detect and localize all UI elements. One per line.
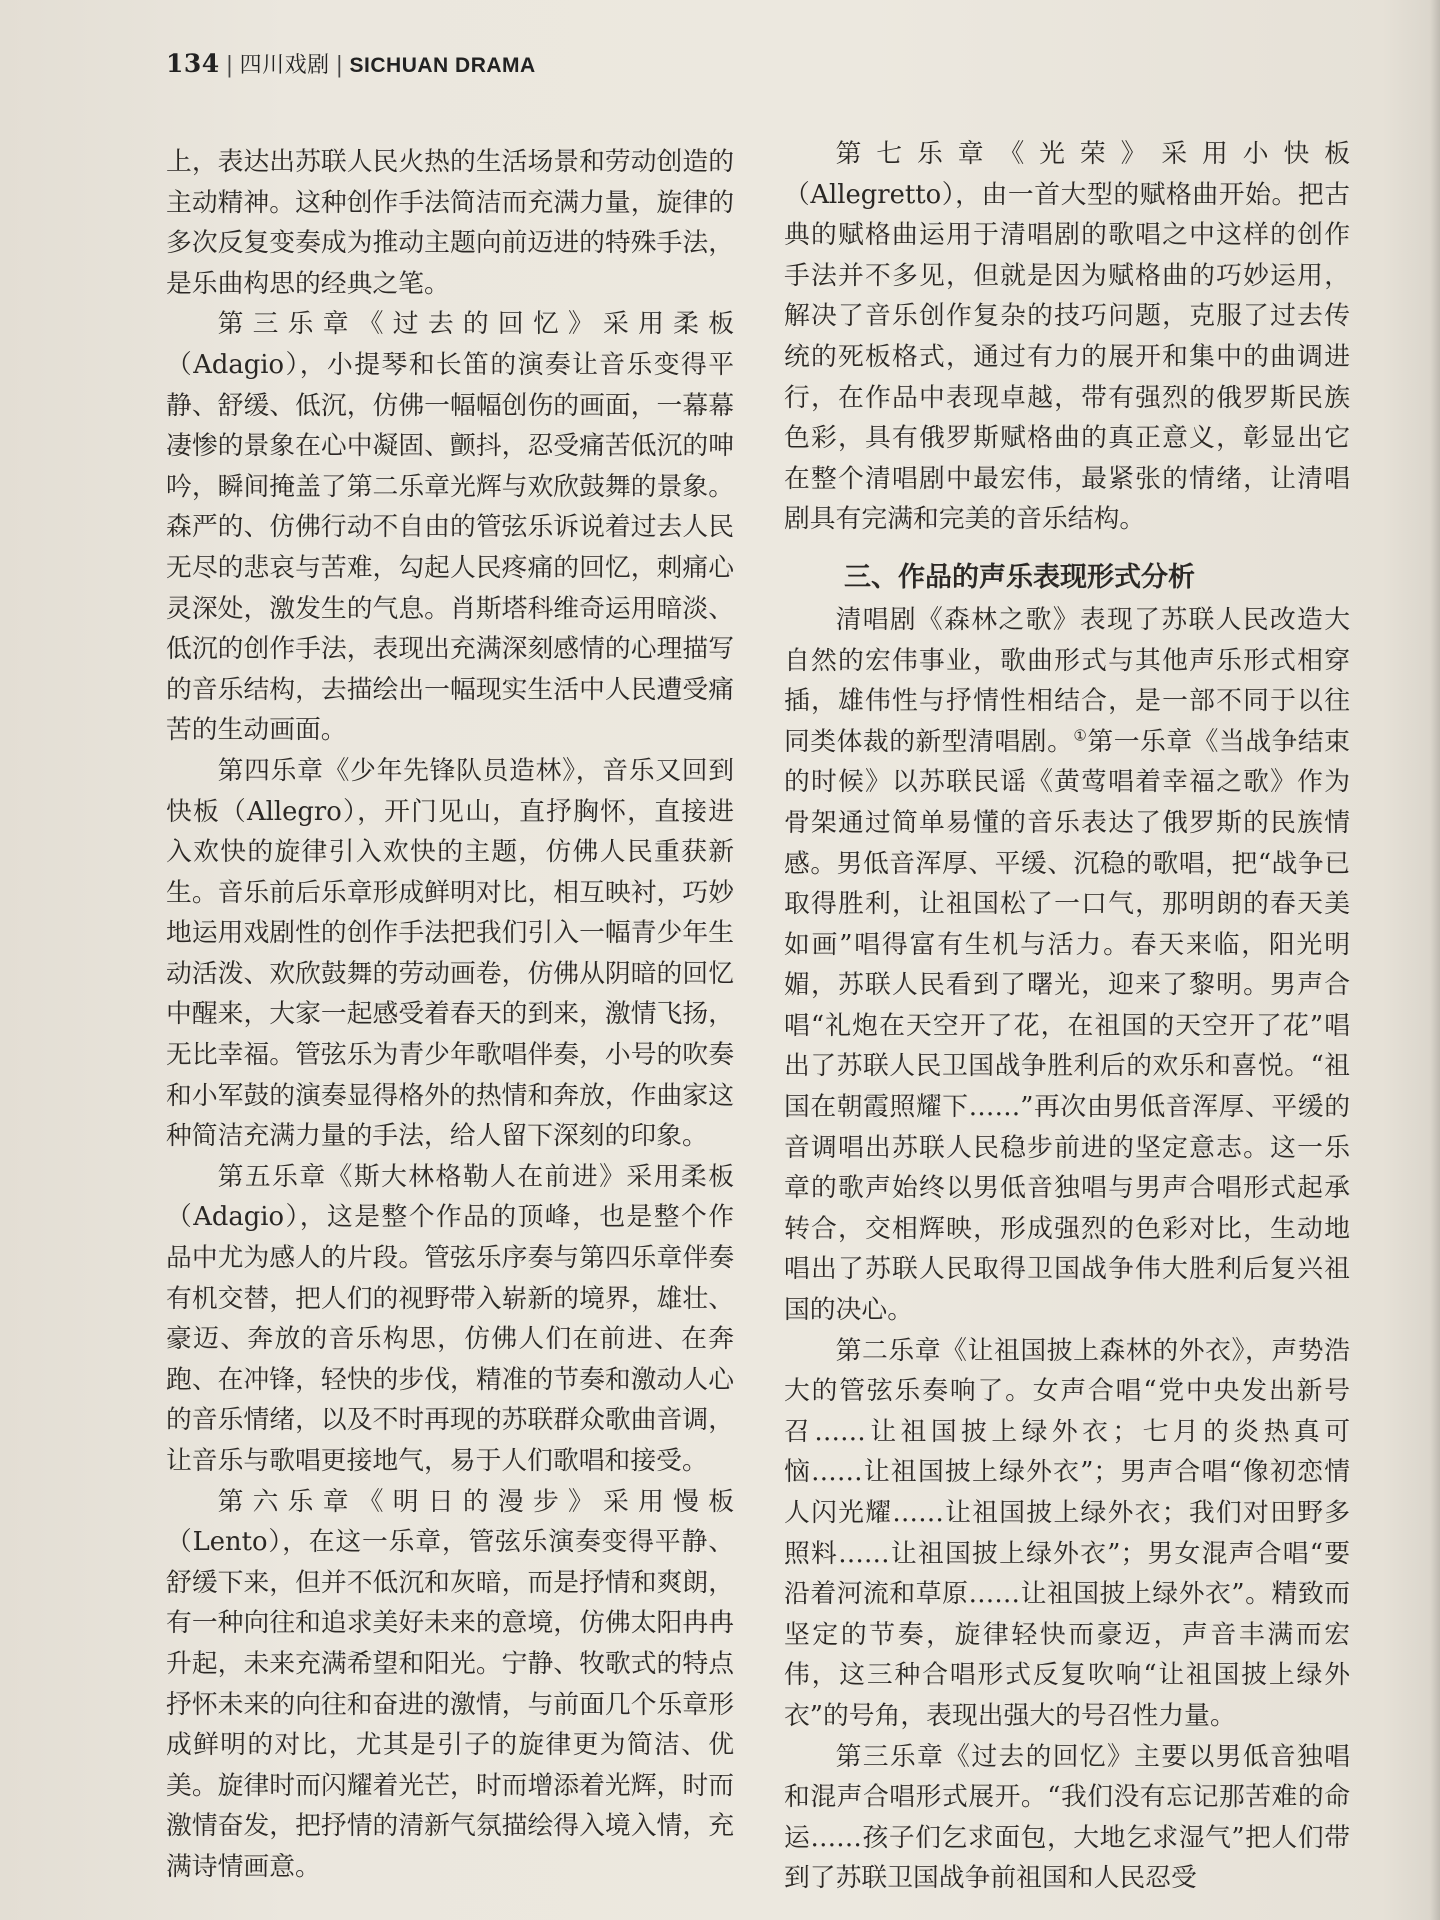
- journal-title-cn: 四川戏剧: [239, 53, 330, 78]
- section-heading: 三、作品的声乐表现形式分析: [844, 561, 1195, 593]
- paragraph: 第二乐章《让祖国披上森林的外衣》，声势浩大的管弦乐奏响了。女声合唱“党中央发出新号召……让祖国披上绿外衣；七月的炎热真可恼……让祖国披上绿外衣”；男声合唱“像初恋情人闪光耀……让祖国披上绿外衣；我们对田野多照料……让祖国披上绿外衣”；男女混声合唱“要沿着河流和草原……让祖国披上绿外衣”。精致而坚定的节奏，旋律轻快而豪迈，声音丰满而宏伟，这三种合唱形式反复吹响“让祖国披上绿外衣”的号角，表现出强大的号召性力量。: [784, 1335, 1350, 1731]
- header-divider: |: [335, 53, 344, 78]
- paragraph-text: 清唱剧《森林之歌》表现了苏联人民改造大自然的宏伟事业，歌曲形式与其他声乐形式相穿插，雄伟性与抒情性相结合，是一部不同于以往同类体裁的新型清唱剧。: [784, 604, 1350, 757]
- footnote-marker[interactable]: ①: [1073, 726, 1088, 745]
- running-header: [166, 48, 536, 82]
- paragraph-text: 第一乐章《当战争结束的时候》以苏联民谣《黄莺唱着幸福之歌》作为骨架通过简单易懂的音乐表达了俄罗斯的民族情感。男低音浑厚、平缓、沉稳的歌唱，把“战争已取得胜利，让祖国松了一口气，那明朗的春天美如画”唱得富有生机与活力。春天来临，阳光明媚，苏联人民看到了曙光，迎来了黎明。男声合唱“礼炮在天空开了花，在祖国的天空开了花”唱出了苏联人民卫国战争胜利后的欢乐和喜悦。“祖国在朝霞照耀下……”再次由男低音浑厚、平缓的音调唱出苏联人民稳步前进的坚定意志。这一乐章的歌声始终以男低音独唱与男声合唱形式起承转合，交相辉映，形成强烈的色彩对比，生动地唱出了苏联人民取得卫国战争伟大胜利后复兴祖国的决心。: [784, 726, 1350, 1326]
- page-edge-shadow: [1430, 0, 1440, 1920]
- page-number: 134: [166, 49, 220, 78]
- header-divider: |: [225, 53, 234, 78]
- paragraph: 第三乐章《过去的回忆》主要以男低音独唱和混声合唱形式展开。“我们没有忘记那苦难的命运……孩子们乞求面包，大地乞求湿气”把人们带到了苏联卫国战争前祖国和人民忍受: [784, 1741, 1350, 1894]
- right-column: [784, 134, 1350, 1899]
- paragraph: 第五乐章《斯大林格勒人在前进》采用柔板（Adagio），这是整个作品的顶峰，也是整个作品中尤为感人的片段。管弦乐序奏与第四乐章伴奏有机交替，把人们的视野带入崭新的境界，雄壮、豪迈、奔放的音乐构思，仿佛人们在前进、在奔跑、在冲锋，轻快的步伐，精准的节奏和激动人心的音乐情绪，以及不时再现的苏联群众歌曲音调，让音乐与歌唱更接地气，易于人们歌唱和接受。: [166, 1161, 734, 1476]
- left-column: [166, 142, 734, 1888]
- paragraph: 第六乐章《明日的漫步》采用慢板（Lento），在这一乐章，管弦乐演奏变得平静、舒缓下来，但并不低沉和灰暗，而是抒情和爽朗，有一种向往和追求美好未来的意境，仿佛太阳冉冉升起，未来充满希望和阳光。宁静、牧歌式的特点抒怀未来的向往和奋进的激情，与前面几个乐章形成鲜明的对比，尤其是引子的旋律更为简洁、优美。旋律时而闪耀着光芒，时而增添着光辉，时而激情奋发，把抒情的清新气氛描绘得入境入情，充满诗情画意。: [166, 1486, 734, 1882]
- paragraph: 第四乐章《少年先锋队员造林》，音乐又回到快板（Allegro），开门见山，直抒胸怀，直接进入欢快的旋律引入欢快的主题，仿佛人民重获新生。音乐前后乐章形成鲜明对比，相互映衬，巧妙地运用戏剧性的创作手法把我们引入一幅青少年生动活泼、欢欣鼓舞的劳动画卷，仿佛从阴暗的回忆中醒来，大家一起感受着春天的到来，激情飞扬，无比幸福。管弦乐为青少年歌唱伴奏，小号的吹奏和小军鼓的演奏显得格外的热情和奔放，作曲家这种简洁充满力量的手法，给人留下深刻的印象。: [166, 755, 734, 1152]
- paragraph: 第七乐章《光荣》采用小快板（Allegretto），由一首大型的赋格曲开始。把古典的赋格曲运用于清唱剧的歌唱之中这样的创作手法并不多见，但就是因为赋格曲的巧妙运用，解决了音乐创作复杂的技巧问题，克服了过去传统的死板格式，通过有力的展开和集中的曲调进行，在作品中表现卓越，带有强烈的俄罗斯民族色彩，具有俄罗斯赋格曲的真正意义，彰显出它在整个清唱剧中最宏伟，最紧张的情绪，让清唱剧具有完满和完美的音乐结构。: [784, 139, 1350, 535]
- paragraph: 上，表达出苏联人民火热的生活场景和劳动创造的主动精神。这种创作手法简洁而充满力量，旋律的多次反复变奏成为推动主题向前迈进的特殊手法，是乐曲构思的经典之笔。: [166, 147, 734, 299]
- journal-title-en: SICHUAN DRAMA: [349, 54, 536, 77]
- paragraph: 第三乐章《过去的回忆》采用柔板（Adagio），小提琴和长笛的演奏让音乐变得平静、舒缓、低沉，仿佛一幅幅创伤的画面，一幕幕凄惨的景象在心中凝固、颤抖，忍受痛苦低沉的呻吟，瞬间掩盖了第二乐章光辉与欢欣鼓舞的景象。森严的、仿佛行动不自由的管弦乐诉说着过去人民无尽的悲哀与苦难，勾起人民疼痛的回忆，刺痛心灵深处，激发生的气息。肖斯塔科维奇运用暗淡、低沉的创作手法，表现出充满深刻感情的心理描写的音乐结构，去描绘出一幅现实生活中人民遭受痛苦的生动画面。: [166, 309, 734, 746]
- paragraph-with-footnote: [784, 600, 1350, 1331]
